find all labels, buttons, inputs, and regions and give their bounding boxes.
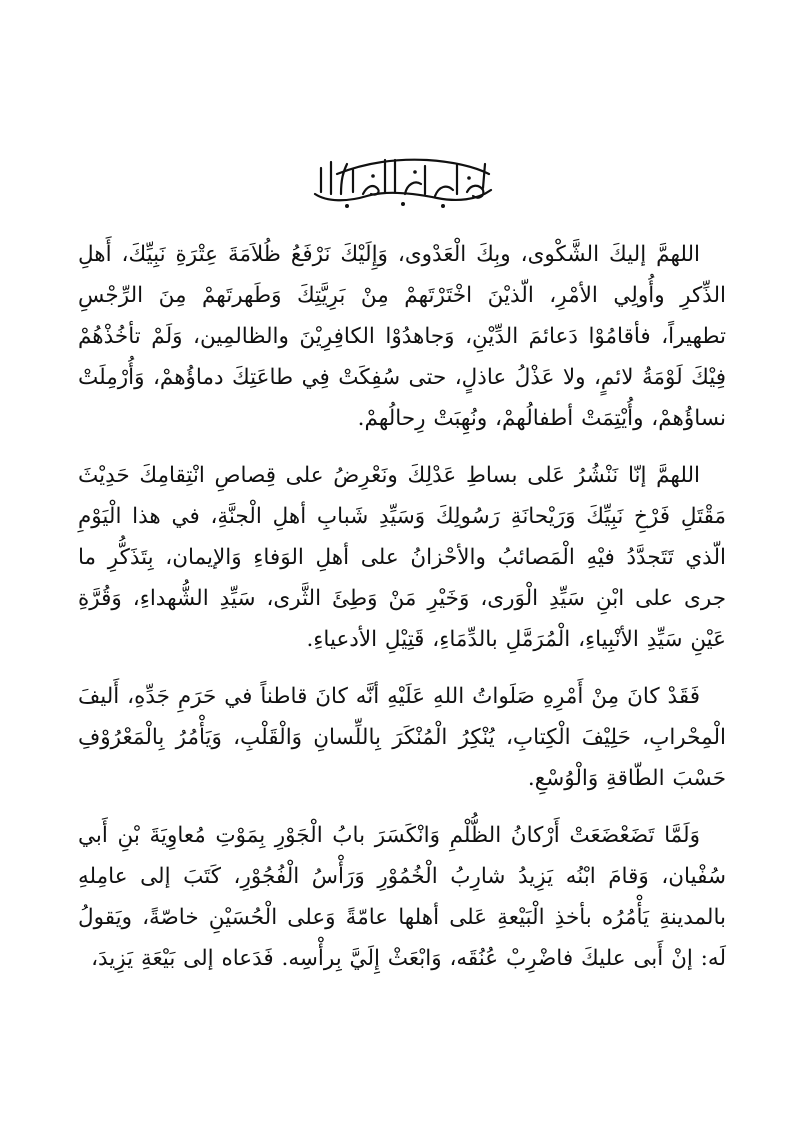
paragraph-4: وَلَمَّا تَضَعْضَعَتْ أَرْكانُ الظُّلْمِ وَانْكَسَرَ بابُ الْجَوْرِ بِمَوْتِ مُعاوِيَةَ بْنِ أَبي سُفْيان، وَقامَ ابْنُه يَزِيدُ شارِبُ الْخُمُوْرِ وَرَأْسُ الْفُجُوْرِ، كَتَبَ إلى عامِلهِ بالمدينةِ يَأْمُرُه بأخذِ الْبَيْعةِ عَلى أهلها عامّةً وَعلى الْحُسَيْنِ خاصّةً، ويَقولُ لَه: إنْ أَبى عليكَ فاضْرِبْ عُنُقَه، وَابْعَثْ إِلَيَّ بِرأْسِه. فَدَعاه إلى بَيْعَةِ يَزِيدَ، — [78, 823, 726, 971]
document-page — [78, 150, 726, 995]
basmala-calligraphy — [78, 150, 726, 228]
paragraph-2: اللهمَّ إنّا نَنْشُرُ عَلى بساطِ عَدْلِكَ ونَعْرِضُ على قِصاصِ انْتِقامِكَ حَدِيْثَ مَقْتَلِ فَرْخِ نَبِيِّكَ وَرَيْحانَةِ رَسُولِكَ وَسَيِّدِ شَبابِ أهلِ الْجنَّةِ، في هذا الْيَوْمِ الّذي تَتَجدَّدُ فيْهِ الْمَصائبُ والأحْزانُ على أهلِ الوَفاءِ وَالإيمان، بِتَذَكُّرِ ما جرى على ابْنِ سَيِّدِ الْوَرى، وَخَيْرِ مَنْ وَطِئَ الثَّرى، سَيِّدِ الشُّهداءِ، وَقُرَّةِ عَيْنِ سَيِّدِ الأنْبِياءِ، الْمُرَمَّلِ بالدِّمَاءِ، قَتِيْلِ الأدعياءِ. — [78, 463, 726, 652]
paragraph-1: اللهمَّ إليكَ الشَّكْوى، وبِكَ الْعَدْوى، وَإِلَيْكَ نَرْفَعُ ظُلاَمَةَ عِتْرَةِ نَبِيِّكَ، أَهلِ الذِّكرِ وأُولِي الأمْرِ، الّذيْنَ اخْتَرْتَهمْ مِنْ بَرِيَّتِكَ وَطَهرتَهمْ مِنَ الرِّجْسِ تطهيراً، فأقامُوْا دَعائمَ الدِّيْنِ، وَجاهدُوْا الكافِرِيْنَ والظالمِين، وَلَمْ تأخُذْهُمْ فِيْكَ لَوْمَةُ لائمٍ، ولا عَذْلُ عاذلٍ، حتى سُفِكَتْ فِي طاعَتِكَ دماؤُهمْ، وَأُرْمِلَتْ نساؤُهمْ، وأُيْتِمَتْ أطفالُهمْ، ونُهِبَتْ رِحالُهمْ. — [78, 242, 726, 431]
basmala-calligraphy-icon — [307, 150, 497, 212]
paragraph-3: فَقَدْ كانَ مِنْ أَمْرِهِ صَلَواتُ اللهِ عَلَيْهِ أنَّه كانَ قاطناً في حَرَمِ جَدِّهِ، أَليفَ الْمِحْرابِ، حَلِيْفَ الْكِتابِ، يُنْكِرُ الْمُنْكَرَ بِاللِّسانِ وَالْقَلْبِ، وَيَأْمُرُ بِالْمَعْرُوْفِ حَسْبَ الطّاقةِ وَالْوُسْعِ. — [78, 684, 726, 791]
